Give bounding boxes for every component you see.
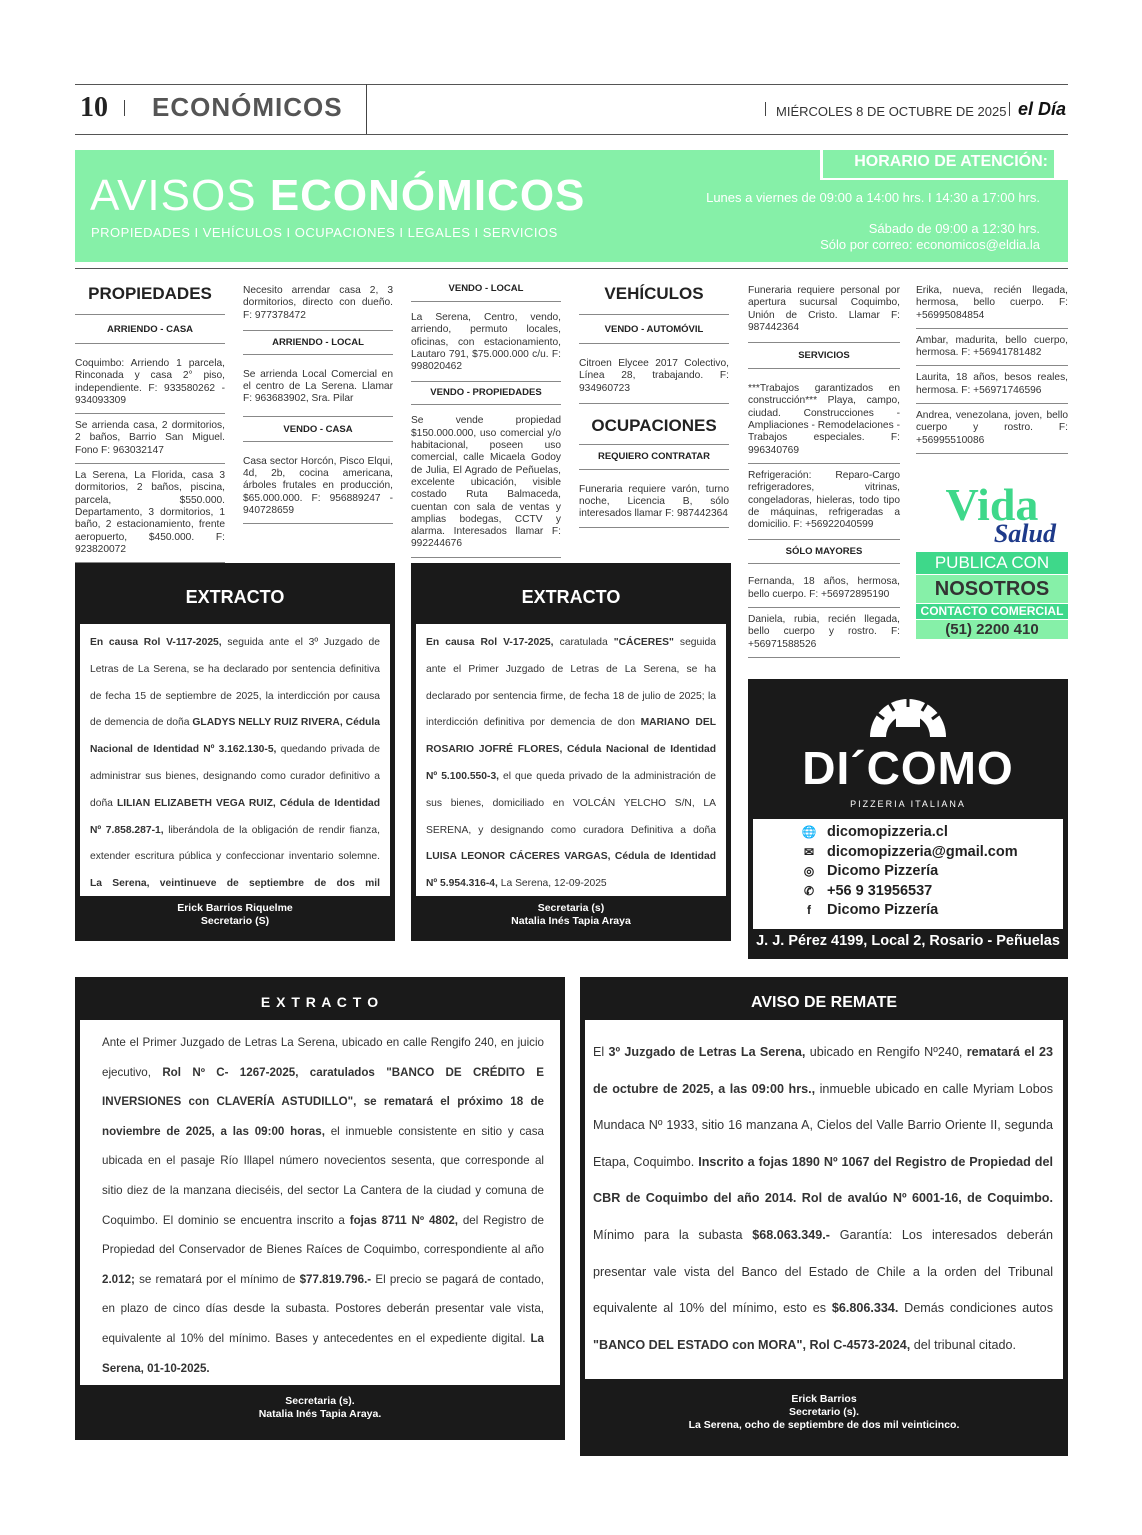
- extracto-box-1: [75, 563, 395, 941]
- signer-title: Secretaria (s).: [285, 1395, 355, 1407]
- col-heading: OCUPACIONES: [591, 415, 717, 435]
- box-footer: [416, 896, 726, 936]
- sub-heading: VENDO - CASA: [243, 416, 393, 442]
- classified-ad: Se arrienda Local Comercial en el centro de La Serena. Llamar F: 963683902, Sra. Pilar: [243, 368, 393, 405]
- col-heading: VEHÍCULOS: [604, 284, 704, 303]
- contact-instagram[interactable]: ◎ Dicomo Pizzería: [801, 862, 1063, 882]
- classified-ad: Se arrienda casa, 2 dormitorios, 2 baños, Barrio San Miguel. Fono F: 963032147: [75, 420, 225, 456]
- globe-icon: 🌐: [801, 825, 817, 839]
- dicomo-ad: [748, 679, 1068, 959]
- divider: [765, 102, 766, 116]
- classified-ad: Se vende propiedad $150.000.000, uso comercial y/o habitacional, poseen uso comercial, calle Micaela Godoy de Julia, El Agrado de Peñuelas, excelente ubicación, visible costado Ruta Balmaceda, cuentan con sala de ventas y amplias bodegas, CCTV y alarma. Interesados llamar F: 992244676: [411, 415, 561, 550]
- sub-heading: ARRIENDO - LOCAL: [243, 330, 393, 355]
- signer-name: Erick Barrios: [791, 1393, 857, 1405]
- column-5: [748, 285, 900, 658]
- divider: [243, 523, 393, 524]
- signature-date: La Serena, ocho de septiembre de dos mil veinticinco.: [688, 1419, 960, 1431]
- vida-line1: PUBLICA CON: [916, 552, 1068, 574]
- vida-salud-ad: [916, 480, 1068, 658]
- divider: [916, 453, 1068, 454]
- divider: [579, 403, 729, 404]
- divider: [916, 365, 1068, 366]
- whatsapp-icon: ✆: [803, 883, 815, 898]
- mail-icon: ✉: [803, 844, 815, 859]
- divider: [75, 463, 225, 464]
- signer-title: Secretaria (s): [537, 902, 605, 914]
- issue-date: MIÉRCOLES 8 DE OCTUBRE DE 2025: [776, 104, 1007, 119]
- sub-heading: SERVICIOS: [748, 342, 900, 369]
- divider: [916, 328, 1068, 329]
- salud-word: Salud: [993, 519, 1056, 548]
- box-heading: AVISO DE REMATE: [585, 982, 1063, 1020]
- instagram-icon: ◎: [803, 864, 815, 878]
- divider: [748, 607, 900, 608]
- sub-heading: VENDO - PROPIEDADES: [411, 381, 561, 405]
- dicomo-name: DI´COMO: [802, 742, 1014, 794]
- banner-bottom-rule: [75, 268, 1068, 269]
- classified-ad: Refrigeración: Reparo-Cargo refrigeradores, vitrinas, congeladoras, hieleras, todo tipo de máquinas, refrigeradas a domicilio. F: +56922040599: [748, 469, 900, 531]
- sub-heading: ARRIENDO - CASA: [75, 314, 225, 344]
- extracto-box-2: [411, 563, 731, 941]
- extracto-body: Ante el Primer Juzgado de Letras La Serena, ubicado en calle Rengifo 240, en juicio ejecutivo, Rol Nº C- 1267-2025, caratulados "BANCO DE CRÉDITO E INVERSIONES con CLAVERÍA ASTUDILLO", se rematará el próximo 18 de noviembre de 2025, a las 09:00 horas, el inmueble consistente en sitio y casa ubicada en el pasaje Río Illapel número novecientos sesenta, que corresponde al sitio diez de la manzana dieciséis, del sector La Cantera de la ciudad y comuna de Coquimbo. El dominio se encuentra inscrito a fojas 8711 Nº 4802, del Registro de Propiedad del Conservador de Bienes Raíces de Coquimbo, correspondiente al año 2.012; se rematará por el mínimo de $77.819.796.- El precio se pagará de contado, en plazo de cinco días desde la subasta. Postores deberán presentar vale vista, equivalente al 10% del mínimo. Bases y antecedentes en el expediente digital. La Serena, 01-10-2025.: [102, 1036, 544, 1375]
- classified-ad: La Serena, Centro, vendo, arriendo, permuto locales, oficinas, con estacionamiento, Lautaro 791, $75.000.000 c/u. F: 998020462: [411, 312, 561, 373]
- classified-ad: Funeraria requiere varón, turno noche, Licencia B, sólo interesados llamar F: 987442364: [579, 483, 729, 520]
- signer-title: Secretario (S): [200, 915, 270, 927]
- divider: [75, 413, 225, 414]
- header-top-rule: [75, 84, 1068, 85]
- remate-body: El 3º Juzgado de Letras La Serena, ubicado en Rengifo Nº240, rematará el 23 de octubre de 2025, a las 09:00 hrs., inmueble ubicado en calle Myriam Lobos Mundaca Nº 1933, sitio 16 manzana A, Cielos del Valle Barrio Oriente II, segunda Etapa, Coquimbo. Inscrito a fojas 1890 Nº 1067 del Registro de Propiedad del CBR de Coquimbo del año 2014. Rol de avalúo Nº 6001-16, de Coquimbo. Mínimo para la subasta $68.063.349.- Garantía: Los interesados deberán presentar vale vista del Banco del Estado de Chile a la orden del Tribunal equivalente al 10% del mínimo, esto es $6.806.334. Demás condiciones autos "BANCO DEL ESTADO con MORA", Rol C-4573-2024, del tribunal citado.: [593, 1045, 1054, 1352]
- column-vehiculos: [579, 284, 729, 528]
- dicomo-tagline: PIZZERIA ITALIANA: [850, 799, 966, 809]
- signer-name: Erick Barrios Riquelme: [177, 902, 293, 914]
- classified-ad: Andrea, venezolana, joven, bello cuerpo y rostro. F: +56995510086: [916, 410, 1068, 446]
- banner-subtitle: PROPIEDADES I VEHÍCULOS I OCUPACIONES I LEGALES I SERVICIOS: [91, 225, 558, 240]
- divider: [916, 403, 1068, 404]
- column-propiedades: [75, 284, 225, 563]
- divider: [579, 527, 729, 528]
- banner-title: AVISOS ECONÓMICOS: [90, 171, 586, 220]
- divider: [411, 557, 561, 558]
- box-heading: EXTRACTO: [416, 568, 726, 624]
- box-footer: [80, 896, 390, 936]
- signer-name: Natalia Inés Tapia Araya.: [258, 1408, 382, 1420]
- dicomo-address: J. J. Pérez 4199, Local 2, Rosario - Peñuelas: [756, 933, 1060, 949]
- box-heading: E X T R A C T O: [80, 982, 560, 1020]
- extracto-body: En causa Rol V-117-2025, seguida ante el 3º Juzgado de Letras de La Serena, se ha declarado por sentencia definitiva de fecha 15 de septiembre de 2025, la interdicción por causa de demencia de doña GLADYS NELLY RUIZ RIVERA, Cédula Nacional de Identidad Nº 3.162.130-5, quedando privada de administrar sus bienes, designando como curador definitivo a doña LILIAN ELIZABETH VEGA RUIZ, Cédula de Identidad Nº 7.858.287-1, liberándola de la obligación de rendir fianza, extender escritura pública y confeccionar inventario solemne. La Serena, veintinueve de septiembre de dos mil: [90, 637, 380, 890]
- sub-heading: SÓLO MAYORES: [748, 539, 900, 564]
- sub-heading: VENDO - AUTOMÓVIL: [579, 314, 729, 344]
- sub-heading: REQUIERO CONTRATAR: [579, 444, 729, 470]
- dicomo-contact: [753, 819, 1063, 929]
- contact-email: Sólo por correo: economicos@eldia.la: [820, 237, 1040, 252]
- horario-label: HORARIO DE ATENCIÓN:: [854, 153, 1048, 170]
- hours-saturday: Sábado de 09:00 a 12:30 hrs.: [868, 221, 1040, 236]
- classified-ad: Casa sector Horcón, Pisco Elqui, 4d, 2b, cocina americana, árboles frutales en producción, $65.000.000. F: 956889247 - 940728659: [243, 455, 393, 516]
- newspaper-logo: el Día: [1018, 99, 1067, 119]
- column-6: [916, 285, 1068, 454]
- extracto-body: En causa Rol V-17-2025, caratulada "CÁCERES" seguida ante el Primer Juzgado de Letras de La Serena, se ha declarado por sentencia firme, de fecha 18 de julio de 2025; la interdicción definitiva por demencia de don MARIANO DEL ROSARIO JOFRÉ FLORES, Cédula Nacional de Identidad Nº 5.100.550-3, el que queda privado de la administración de sus bienes, domiciliado en VOLCÁN YELCHO S/N, LA SERENA, y designando como curadora Definitiva a doña LUISA LEONOR CÁCERES VARGAS, Cédula de Identidad Nº 5.954.316-4, La Serena, 12-09-2025: [426, 637, 716, 890]
- classified-ad: Coquimbo: Arriendo 1 parcela, Rinconada y casa 2° piso, independiente. F: 933580262 - 934093309: [75, 358, 225, 406]
- contact-facebook[interactable]: f Dicomo Pizzería: [801, 901, 1063, 921]
- header-bottom-rule: [75, 134, 1068, 135]
- vida-line4: (51) 2200 410: [916, 620, 1068, 639]
- classified-ad: La Serena, La Florida, casa 3 dormitorios, 2 baños, piscina, parcela, $550.000. Departamento, 3 dormitorios, 1 baño, 2 estacionamiento, frente aeropuerto, $450.000. F: 923820072: [75, 470, 225, 555]
- page-number: 10: [80, 92, 108, 123]
- signer-title: Secretario (s).: [788, 1406, 860, 1418]
- divider: [1009, 102, 1010, 116]
- vida-line3: CONTACTO COMERCIAL: [916, 604, 1068, 619]
- divider: [366, 84, 367, 134]
- column-2: [243, 285, 393, 524]
- classified-ad: Funeraria requiere personal por apertura sucursal Coquimbo, Unión de Cristo. Llamar F: 987442364: [748, 285, 900, 333]
- classified-ad: Citroen Elycee 2017 Colectivo, Línea 28, trabajando. F: 934960723: [579, 358, 729, 394]
- col-heading: PROPIEDADES: [88, 284, 212, 303]
- classified-ad: Ambar, madurita, bello cuerpo, hermosa. F: +56941781482: [916, 334, 1068, 359]
- classified-ad: Necesito arrendar casa 2, 3 dormitorios, directo con dueño. F: 977378472: [243, 285, 393, 321]
- box-footer: [80, 1385, 560, 1435]
- divider: [124, 100, 125, 116]
- classified-ad: Daniela, rubia, recién llegada, bello cuerpo y rostro. F: +56971588526: [748, 614, 900, 650]
- classified-ad: Laurita, 18 años, besos reales, hermosa. F: +56971746596: [916, 372, 1068, 396]
- divider: [748, 463, 900, 464]
- divider: [748, 657, 900, 658]
- contact-web[interactable]: 🌐 dicomopizzeria.cl: [801, 823, 1063, 843]
- classified-ad: Erika, nueva, recién llegada, hermosa, bello cuerpo. F: +56995084854: [916, 285, 1068, 321]
- remate-box: [580, 977, 1068, 1456]
- vida-line2: NOSOTROS: [916, 575, 1068, 603]
- box-heading: EXTRACTO: [80, 568, 390, 624]
- vida-word: Vida: [945, 479, 1039, 530]
- column-3: [411, 280, 561, 558]
- sub-heading: VENDO - LOCAL: [411, 280, 561, 302]
- hours-weekday: Lunes a viernes de 09:00 a 14:00 hrs. I 14:30 a 17:00 hrs.: [706, 190, 1040, 205]
- box-footer: [585, 1379, 1063, 1451]
- pizza-oven-icon: [866, 693, 950, 739]
- contact-whatsapp[interactable]: ✆ +56 9 31956537: [801, 882, 1063, 902]
- contact-email[interactable]: ✉ dicomopizzeria@gmail.com: [801, 843, 1063, 863]
- extracto-box-3: [75, 977, 565, 1440]
- facebook-icon: f: [807, 903, 811, 917]
- section-title: ECONÓMICOS: [152, 92, 343, 122]
- classified-ad: Fernanda, 18 años, hermosa, bello cuerpo. F: +56972895190: [748, 576, 900, 600]
- classified-ad: ***Trabajos garantizados en construcción*** Playa, campo, ciudad. Construcciones - Ampliaciones - Remodelaciones - Trabajos especiales. F: 996340769: [748, 383, 900, 456]
- signer-name: Natalia Inés Tapia Araya: [511, 915, 631, 927]
